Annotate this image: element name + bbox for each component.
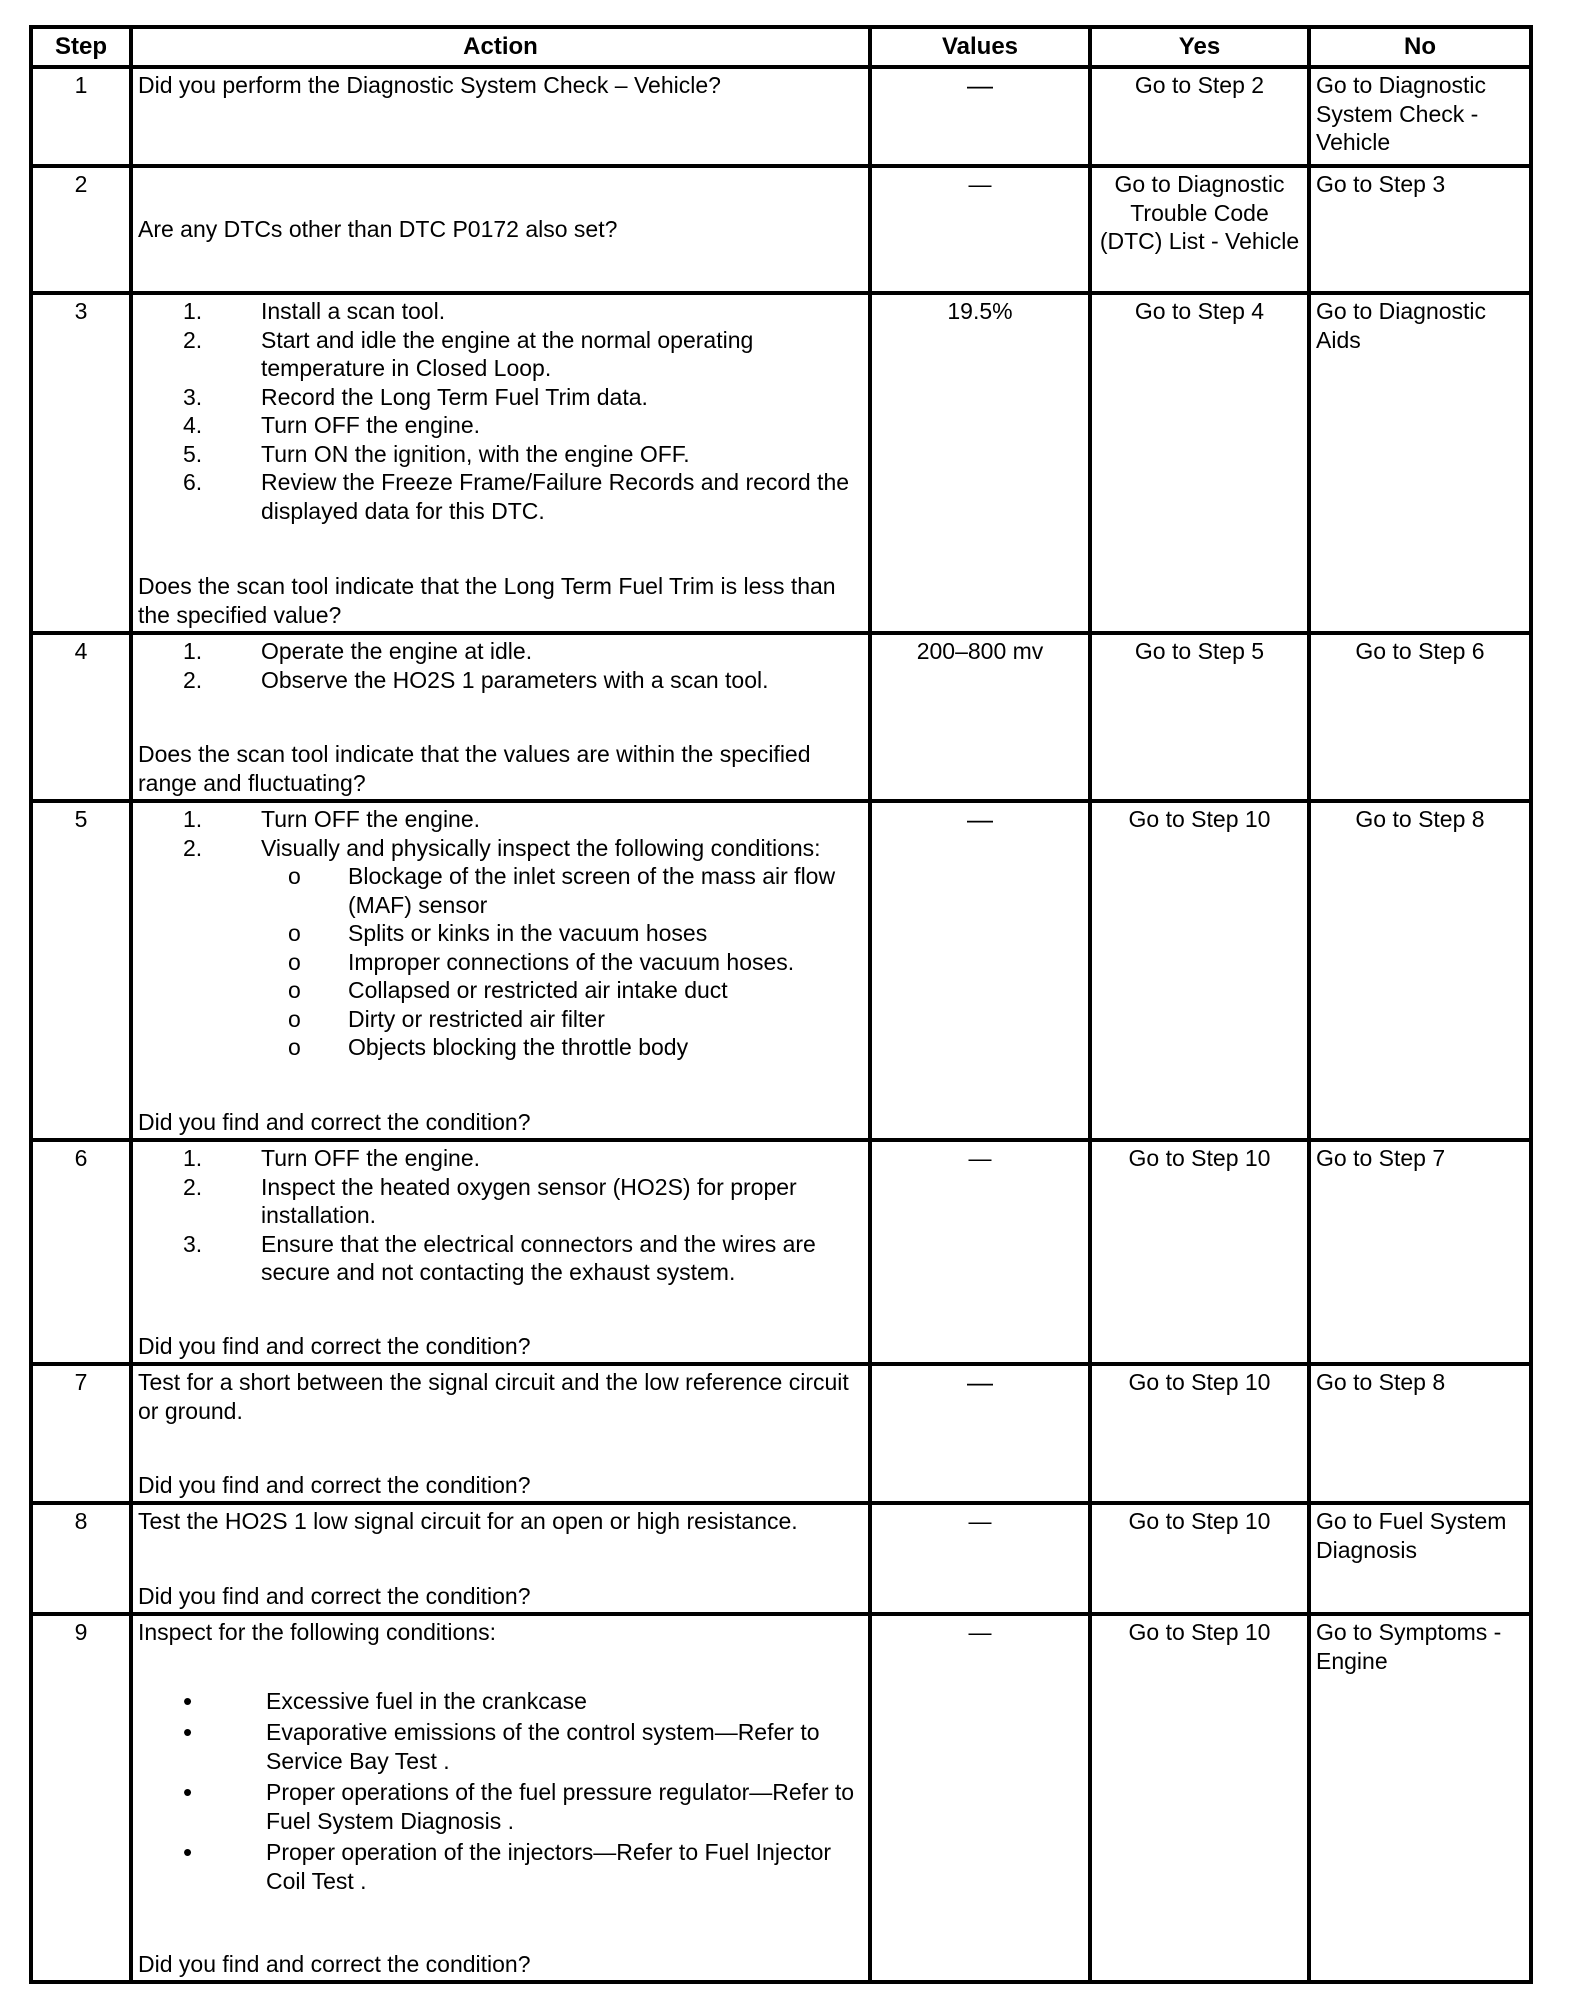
table-row (31, 166, 1531, 293)
sub-list-item: o Improper connections of the vacuum hoses. (288, 948, 795, 975)
action-cell (131, 633, 870, 801)
step-number: 2 (31, 166, 131, 293)
action-cell (131, 1614, 870, 1982)
yes-cell: Go to Step 5 (1090, 633, 1309, 801)
list-item: 2. Observe the HO2S 1 parameters with a scan tool. (183, 666, 769, 693)
no-cell: Go to Step 6 (1309, 633, 1531, 801)
step-number: 6 (31, 1140, 131, 1364)
value-cell: — (870, 166, 1090, 293)
no-cell: Go to Diagnostic Aids (1309, 293, 1531, 633)
no-cell: Go to Step 8 (1309, 1364, 1531, 1503)
list-item: 1. Turn OFF the engine. (183, 1145, 481, 1171)
table-row (31, 801, 1531, 1140)
value-cell: — (870, 1503, 1090, 1614)
value-cell: — (870, 1140, 1090, 1364)
yes-cell: Go to Step 10 (1090, 1140, 1309, 1364)
value-cell: — (870, 67, 1090, 166)
value-cell: 19.5% (870, 293, 1090, 633)
action-text: Did you perform the Diagnostic System Check – Vehicle? (138, 72, 721, 98)
yes-cell: Go to Step 10 (1090, 1503, 1309, 1614)
list-item: 1. Turn OFF the engine. (183, 806, 481, 832)
question-text: Did you find and correct the condition? (138, 1582, 531, 1609)
table-row (31, 1614, 1531, 1982)
list-item: 1. Operate the engine at idle. (183, 638, 533, 664)
numbered-list (138, 805, 863, 1062)
header-step: Step (31, 27, 131, 67)
header-values: Values (870, 27, 1090, 67)
sub-list-item: o Dirty or restricted air filter (288, 1005, 605, 1032)
table-row (31, 67, 1531, 166)
list-item: 4. Turn OFF the engine. (183, 412, 481, 438)
action-text: Are any DTCs other than DTC P0172 also set? (138, 216, 618, 243)
step-number: 9 (31, 1614, 131, 1982)
step-number: 1 (31, 67, 131, 166)
sub-list-item: o Collapsed or restricted air intake duct (288, 977, 728, 1003)
yes-cell: Go to Step 10 (1090, 1364, 1309, 1503)
header-yes: Yes (1090, 27, 1309, 67)
action-cell (131, 293, 870, 633)
list-item: 3. Ensure that the electrical connectors and the wires are secure and not contacting the exhaust system. (183, 1230, 816, 1285)
action-text: Test the HO2S 1 low signal circuit for an open or high resistance. (138, 1508, 798, 1534)
question-text: Did you find and correct the condition? (138, 1471, 531, 1498)
value-cell: — (870, 801, 1090, 1140)
question-text: Does the scan tool indicate that the values are within the specified range and fluctuating? (138, 741, 811, 796)
table-row (31, 1503, 1531, 1614)
no-cell: Go to Diagnostic System Check - Vehicle (1309, 67, 1531, 166)
bullet-item: • Evaporative emissions of the control system—Refer to Service Bay Test . (183, 1717, 820, 1774)
action-text: Inspect for the following conditions: (138, 1619, 496, 1645)
no-cell: Go to Symptoms - Engine (1309, 1614, 1531, 1982)
no-cell: Go to Step 3 (1309, 166, 1531, 293)
action-cell (131, 166, 870, 293)
list-item: 3. Record the Long Term Fuel Trim data. (183, 383, 648, 410)
no-cell: Go to Step 7 (1309, 1140, 1531, 1364)
value-cell: 200–800 mv (870, 633, 1090, 801)
action-text: Test for a short between the signal circuit and the low reference circuit or ground. (138, 1369, 849, 1424)
question-text: Did you find and correct the condition? (138, 1108, 531, 1135)
no-cell: Go to Step 8 (1309, 801, 1531, 1140)
list-item: 6. Review the Freeze Frame/Failure Records and record the displayed data for this DTC. (183, 469, 850, 524)
question-text: Did you find and correct the condition? (138, 1950, 531, 1977)
list-item: 5. Turn ON the ignition, with the engine OFF. (183, 440, 690, 467)
step-number: 3 (31, 293, 131, 633)
bullet-item: • Excessive fuel in the crankcase (183, 1685, 587, 1716)
yes-cell: Go to Step 2 (1090, 67, 1309, 166)
question-text: Did you find and correct the condition? (138, 1332, 531, 1359)
yes-cell: Go to Step 4 (1090, 293, 1309, 633)
header-action: Action (131, 27, 870, 67)
sub-list-item: o Splits or kinks in the vacuum hoses (288, 920, 708, 946)
header-no: No (1309, 27, 1531, 67)
step-number: 4 (31, 633, 131, 801)
step-number: 7 (31, 1364, 131, 1503)
yes-cell: Go to Diagnostic Trouble Code (DTC) List - Vehicle (1090, 166, 1309, 293)
yes-cell: Go to Step 10 (1090, 801, 1309, 1140)
list-item: 2. Start and idle the engine at the normal operating temperature in Closed Loop. (183, 326, 754, 381)
value-cell: — (870, 1364, 1090, 1503)
table-row (31, 293, 1531, 633)
action-cell (131, 1503, 870, 1614)
action-cell (131, 67, 870, 166)
header-row (31, 27, 1531, 67)
value-cell: — (870, 1614, 1090, 1982)
list-item: 2. Visually and physically inspect the following conditions: (183, 834, 821, 861)
step-number: 8 (31, 1503, 131, 1614)
question-text: Does the scan tool indicate that the Long Term Fuel Trim is less than the specified value? (138, 573, 836, 628)
numbered-list (138, 297, 863, 525)
action-cell (131, 801, 870, 1140)
numbered-list (138, 1144, 863, 1287)
action-cell (131, 1364, 870, 1503)
sub-list-item: o Objects blocking the throttle body (288, 1034, 689, 1060)
list-item: 1. Install a scan tool. (183, 298, 446, 324)
table-row (31, 1140, 1531, 1364)
table-row (31, 1364, 1531, 1503)
diagnostic-table (29, 25, 1533, 1984)
action-cell (131, 1140, 870, 1364)
numbered-list (138, 637, 863, 694)
no-cell: Go to Fuel System Diagnosis (1309, 1503, 1531, 1614)
sub-list-item: o Blockage of the inlet screen of the mass air flow (MAF) sensor (288, 863, 836, 918)
table-row (31, 633, 1531, 801)
bullet-item: • Proper operations of the fuel pressure regulator—Refer to Fuel System Diagnosis . (183, 1777, 855, 1834)
bullet-item: • Proper operation of the injectors—Refer to Fuel Injector Coil Test . (183, 1837, 832, 1894)
yes-cell: Go to Step 10 (1090, 1614, 1309, 1982)
list-item: 2. Inspect the heated oxygen sensor (HO2S) for proper installation. (183, 1173, 797, 1228)
step-number: 5 (31, 801, 131, 1140)
